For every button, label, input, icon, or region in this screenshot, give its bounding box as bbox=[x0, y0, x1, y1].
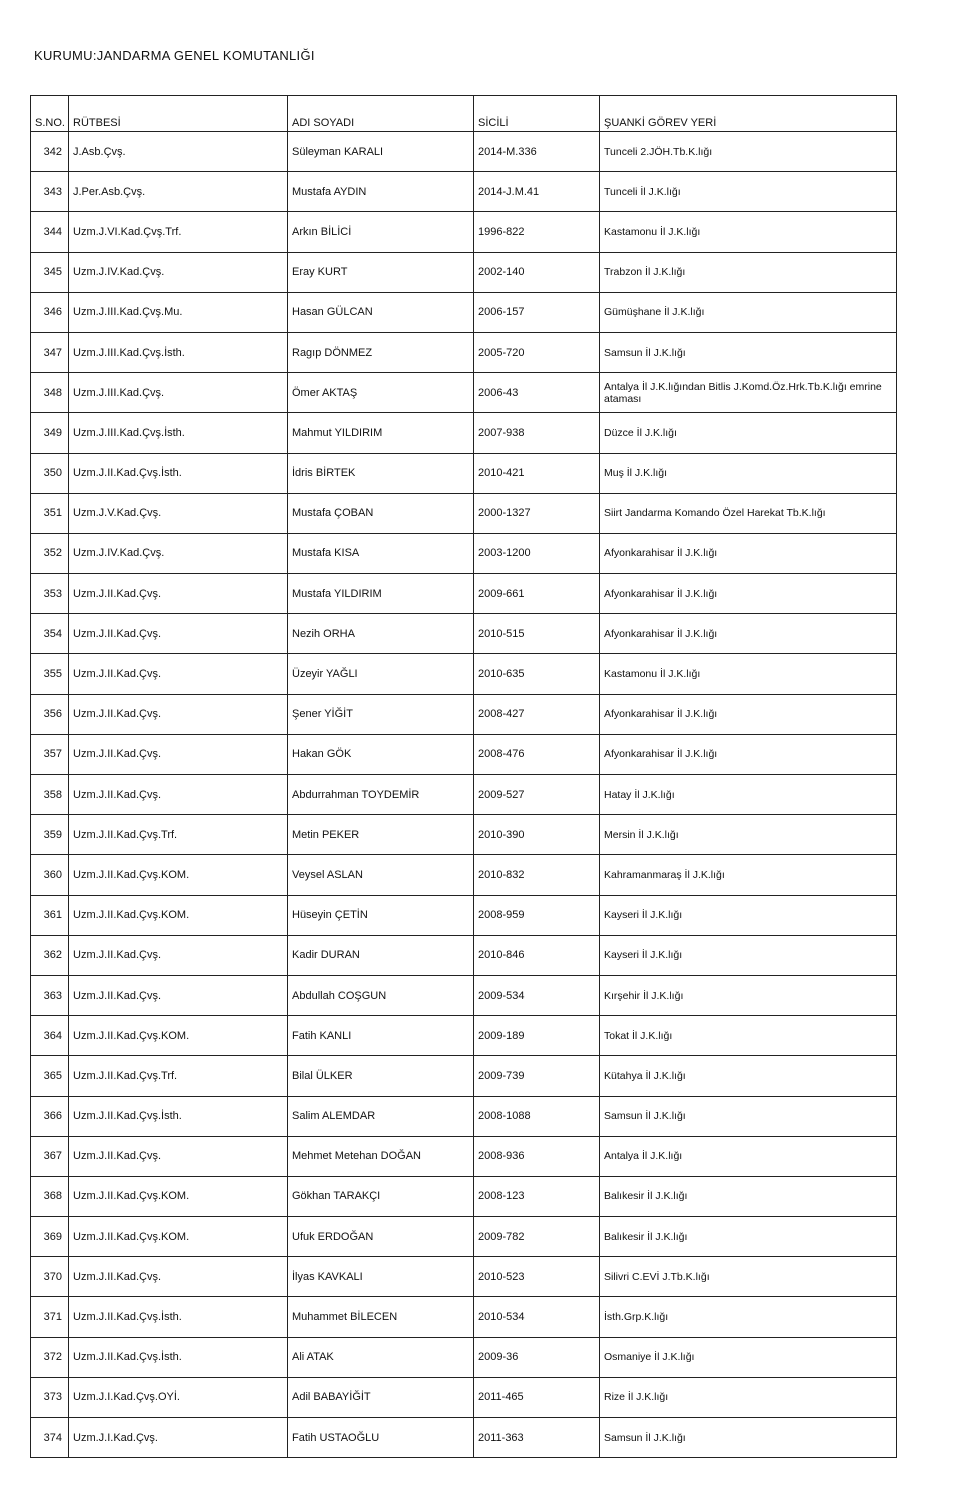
cell-sicil: 2010-635 bbox=[474, 654, 600, 694]
cell-sicil: 2009-527 bbox=[474, 775, 600, 815]
cell-adi-soyadi: Mustafa ÇOBAN bbox=[288, 493, 474, 533]
cell-sicil: 2010-846 bbox=[474, 935, 600, 975]
cell-adi-soyadi: Abdurrahman TOYDEMİR bbox=[288, 775, 474, 815]
cell-sicil: 2014-M.336 bbox=[474, 132, 600, 172]
document-title: KURUMU:JANDARMA GENEL KOMUTANLIĞI bbox=[34, 48, 315, 63]
cell-sno: 346 bbox=[31, 292, 69, 332]
table-row bbox=[31, 1297, 897, 1337]
table-row bbox=[31, 895, 897, 935]
table-body bbox=[31, 132, 897, 1458]
cell-rutbe: Uzm.J.II.Kad.Çvş. bbox=[69, 1257, 288, 1297]
table-row bbox=[31, 332, 897, 372]
cell-sno: 357 bbox=[31, 734, 69, 774]
cell-sicil: 2010-534 bbox=[474, 1297, 600, 1337]
cell-gorev-yeri: Afyonkarahisar İl J.K.lığı bbox=[600, 614, 897, 654]
cell-gorev-yeri: Mersin İl J.K.lığı bbox=[600, 815, 897, 855]
cell-sno: 351 bbox=[31, 493, 69, 533]
cell-adi-soyadi: Ufuk ERDOĞAN bbox=[288, 1217, 474, 1257]
cell-gorev-yeri: Balıkesir İl J.K.lığı bbox=[600, 1217, 897, 1257]
cell-rutbe: Uzm.J.II.Kad.Çvş.Trf. bbox=[69, 815, 288, 855]
cell-gorev-yeri: Tunceli İl J.K.lığı bbox=[600, 172, 897, 212]
cell-adi-soyadi: Metin PEKER bbox=[288, 815, 474, 855]
cell-adi-soyadi: Eray KURT bbox=[288, 252, 474, 292]
cell-gorev-yeri: Balıkesir İl J.K.lığı bbox=[600, 1176, 897, 1216]
table-row bbox=[31, 1377, 897, 1417]
cell-gorev-yeri: Hatay İl J.K.lığı bbox=[600, 775, 897, 815]
cell-rutbe: Uzm.J.II.Kad.Çvş. bbox=[69, 975, 288, 1015]
cell-adi-soyadi: Fatih USTAOĞLU bbox=[288, 1418, 474, 1458]
cell-rutbe: Uzm.J.II.Kad.Çvş. bbox=[69, 654, 288, 694]
cell-sno: 359 bbox=[31, 815, 69, 855]
cell-gorev-yeri: Kayseri İl J.K.lığı bbox=[600, 935, 897, 975]
cell-rutbe: Uzm.J.II.Kad.Çvş.KOM. bbox=[69, 1176, 288, 1216]
table-row bbox=[31, 1418, 897, 1458]
cell-rutbe: Uzm.J.I.Kad.Çvş. bbox=[69, 1418, 288, 1458]
cell-adi-soyadi: Mustafa KISA bbox=[288, 533, 474, 573]
table-row bbox=[31, 855, 897, 895]
table-row bbox=[31, 815, 897, 855]
table-row bbox=[31, 533, 897, 573]
cell-sno: 371 bbox=[31, 1297, 69, 1337]
cell-sicil: 2003-1200 bbox=[474, 533, 600, 573]
cell-gorev-yeri: Kırşehir İl J.K.lığı bbox=[600, 975, 897, 1015]
cell-adi-soyadi: Salim ALEMDAR bbox=[288, 1096, 474, 1136]
cell-sicil: 2014-J.M.41 bbox=[474, 172, 600, 212]
table-row bbox=[31, 694, 897, 734]
cell-sno: 364 bbox=[31, 1016, 69, 1056]
table-row bbox=[31, 975, 897, 1015]
cell-sno: 350 bbox=[31, 453, 69, 493]
cell-adi-soyadi: Abdullah COŞGUN bbox=[288, 975, 474, 1015]
cell-sno: 370 bbox=[31, 1257, 69, 1297]
cell-sicil: 2000-1327 bbox=[474, 493, 600, 533]
table-row bbox=[31, 252, 897, 292]
cell-rutbe: Uzm.J.III.Kad.Çvş.Mu. bbox=[69, 292, 288, 332]
cell-gorev-yeri: Kayseri İl J.K.lığı bbox=[600, 895, 897, 935]
cell-sicil: 2006-43 bbox=[474, 373, 600, 413]
cell-adi-soyadi: Bilal ÜLKER bbox=[288, 1056, 474, 1096]
cell-sno: 344 bbox=[31, 212, 69, 252]
table-row bbox=[31, 172, 897, 212]
personnel-table bbox=[30, 95, 897, 1458]
cell-sno: 354 bbox=[31, 614, 69, 654]
cell-sicil: 2010-390 bbox=[474, 815, 600, 855]
cell-sno: 368 bbox=[31, 1176, 69, 1216]
cell-sicil: 2009-534 bbox=[474, 975, 600, 1015]
cell-sicil: 2002-140 bbox=[474, 252, 600, 292]
cell-adi-soyadi: İdris BİRTEK bbox=[288, 453, 474, 493]
cell-sno: 345 bbox=[31, 252, 69, 292]
cell-sno: 349 bbox=[31, 413, 69, 453]
table-row bbox=[31, 1096, 897, 1136]
cell-rutbe: Uzm.J.I.Kad.Çvş.OYİ. bbox=[69, 1377, 288, 1417]
cell-adi-soyadi: Ali ATAK bbox=[288, 1337, 474, 1377]
cell-gorev-yeri: Siirt Jandarma Komando Özel Harekat Tb.K.lığı bbox=[600, 493, 897, 533]
cell-gorev-yeri: Antalya İl J.K.lığından Bitlis J.Komd.Öz.Hrk.Tb.K.lığı emrine ataması bbox=[600, 373, 897, 413]
cell-sicil: 2009-782 bbox=[474, 1217, 600, 1257]
table-row bbox=[31, 654, 897, 694]
cell-gorev-yeri: İsth.Grp.K.lığı bbox=[600, 1297, 897, 1337]
cell-rutbe: Uzm.J.II.Kad.Çvş. bbox=[69, 694, 288, 734]
cell-sicil: 2009-36 bbox=[474, 1337, 600, 1377]
cell-sno: 365 bbox=[31, 1056, 69, 1096]
cell-sicil: 2006-157 bbox=[474, 292, 600, 332]
cell-rutbe: Uzm.J.II.Kad.Çvş.İsth. bbox=[69, 1337, 288, 1377]
cell-gorev-yeri: Antalya İl J.K.lığı bbox=[600, 1136, 897, 1176]
cell-rutbe: Uzm.J.II.Kad.Çvş.KOM. bbox=[69, 1217, 288, 1257]
header-rutbe: RÜTBESİ bbox=[69, 96, 288, 132]
table-row bbox=[31, 775, 897, 815]
table-row bbox=[31, 132, 897, 172]
cell-rutbe: J.Asb.Çvş. bbox=[69, 132, 288, 172]
cell-rutbe: Uzm.J.II.Kad.Çvş.KOM. bbox=[69, 1016, 288, 1056]
cell-adi-soyadi: Süleyman KARALI bbox=[288, 132, 474, 172]
cell-sicil: 2010-523 bbox=[474, 1257, 600, 1297]
cell-sicil: 2009-739 bbox=[474, 1056, 600, 1096]
table-header-row bbox=[31, 96, 897, 132]
cell-sicil: 2008-959 bbox=[474, 895, 600, 935]
cell-gorev-yeri: Kütahya İl J.K.lığı bbox=[600, 1056, 897, 1096]
cell-rutbe: Uzm.J.II.Kad.Çvş.İsth. bbox=[69, 1096, 288, 1136]
cell-sno: 342 bbox=[31, 132, 69, 172]
header-gorev-yeri: ŞUANKİ GÖREV YERİ bbox=[600, 96, 897, 132]
cell-gorev-yeri: Kastamonu İl J.K.lığı bbox=[600, 654, 897, 694]
cell-gorev-yeri: Samsun İl J.K.lığı bbox=[600, 1096, 897, 1136]
cell-rutbe: Uzm.J.II.Kad.Çvş.KOM. bbox=[69, 855, 288, 895]
table-row bbox=[31, 1257, 897, 1297]
cell-gorev-yeri: Tokat İl J.K.lığı bbox=[600, 1016, 897, 1056]
table-row bbox=[31, 493, 897, 533]
cell-sno: 358 bbox=[31, 775, 69, 815]
cell-adi-soyadi: Nezih ORHA bbox=[288, 614, 474, 654]
table-row bbox=[31, 1217, 897, 1257]
cell-sno: 361 bbox=[31, 895, 69, 935]
cell-rutbe: Uzm.J.II.Kad.Çvş. bbox=[69, 734, 288, 774]
table-row bbox=[31, 1337, 897, 1377]
cell-sicil: 2011-465 bbox=[474, 1377, 600, 1417]
cell-sno: 353 bbox=[31, 574, 69, 614]
table-row bbox=[31, 453, 897, 493]
cell-rutbe: Uzm.J.III.Kad.Çvş. bbox=[69, 373, 288, 413]
cell-rutbe: Uzm.J.II.Kad.Çvş.İsth. bbox=[69, 453, 288, 493]
cell-gorev-yeri: Muş İl J.K.lığı bbox=[600, 453, 897, 493]
cell-rutbe: Uzm.J.II.Kad.Çvş. bbox=[69, 775, 288, 815]
cell-sicil: 2008-476 bbox=[474, 734, 600, 774]
cell-rutbe: Uzm.J.IV.Kad.Çvş. bbox=[69, 533, 288, 573]
cell-rutbe: J.Per.Asb.Çvş. bbox=[69, 172, 288, 212]
cell-gorev-yeri: Silivri C.EVİ J.Tb.K.lığı bbox=[600, 1257, 897, 1297]
cell-gorev-yeri: Osmaniye İl J.K.lığı bbox=[600, 1337, 897, 1377]
cell-adi-soyadi: Veysel ASLAN bbox=[288, 855, 474, 895]
cell-sno: 355 bbox=[31, 654, 69, 694]
cell-gorev-yeri: Samsun İl J.K.lığı bbox=[600, 332, 897, 372]
cell-gorev-yeri: Afyonkarahisar İl J.K.lığı bbox=[600, 574, 897, 614]
cell-sno: 369 bbox=[31, 1217, 69, 1257]
cell-gorev-yeri: Gümüşhane İl J.K.lığı bbox=[600, 292, 897, 332]
header-sicil: SİCİLİ bbox=[474, 96, 600, 132]
cell-adi-soyadi: Muhammet BİLECEN bbox=[288, 1297, 474, 1337]
cell-sno: 372 bbox=[31, 1337, 69, 1377]
table-row bbox=[31, 373, 897, 413]
cell-sno: 373 bbox=[31, 1377, 69, 1417]
cell-rutbe: Uzm.J.VI.Kad.Çvş.Trf. bbox=[69, 212, 288, 252]
cell-sno: 352 bbox=[31, 533, 69, 573]
cell-gorev-yeri: Afyonkarahisar İl J.K.lığı bbox=[600, 533, 897, 573]
cell-sicil: 2005-720 bbox=[474, 332, 600, 372]
cell-adi-soyadi: Gökhan TARAKÇI bbox=[288, 1176, 474, 1216]
table-row bbox=[31, 1136, 897, 1176]
cell-rutbe: Uzm.J.II.Kad.Çvş. bbox=[69, 574, 288, 614]
cell-rutbe: Uzm.J.III.Kad.Çvş.İsth. bbox=[69, 332, 288, 372]
cell-rutbe: Uzm.J.II.Kad.Çvş. bbox=[69, 1136, 288, 1176]
cell-adi-soyadi: Şener YİĞİT bbox=[288, 694, 474, 734]
cell-rutbe: Uzm.J.IV.Kad.Çvş. bbox=[69, 252, 288, 292]
cell-sicil: 2008-427 bbox=[474, 694, 600, 734]
cell-adi-soyadi: Hasan GÜLCAN bbox=[288, 292, 474, 332]
cell-sicil: 1996-822 bbox=[474, 212, 600, 252]
cell-sno: 347 bbox=[31, 332, 69, 372]
table-row bbox=[31, 1016, 897, 1056]
cell-rutbe: Uzm.J.II.Kad.Çvş. bbox=[69, 614, 288, 654]
cell-sicil: 2009-661 bbox=[474, 574, 600, 614]
cell-gorev-yeri: Samsun İl J.K.lığı bbox=[600, 1418, 897, 1458]
cell-sno: 343 bbox=[31, 172, 69, 212]
cell-sicil: 2008-936 bbox=[474, 1136, 600, 1176]
cell-sno: 362 bbox=[31, 935, 69, 975]
cell-sicil: 2011-363 bbox=[474, 1418, 600, 1458]
cell-adi-soyadi: Adil BABAYİĞİT bbox=[288, 1377, 474, 1417]
cell-adi-soyadi: Fatih KANLI bbox=[288, 1016, 474, 1056]
cell-gorev-yeri: Afyonkarahisar İl J.K.lığı bbox=[600, 734, 897, 774]
cell-sicil: 2010-832 bbox=[474, 855, 600, 895]
cell-sicil: 2010-515 bbox=[474, 614, 600, 654]
cell-sno: 374 bbox=[31, 1418, 69, 1458]
cell-gorev-yeri: Afyonkarahisar İl J.K.lığı bbox=[600, 694, 897, 734]
table-row bbox=[31, 1056, 897, 1096]
table-row bbox=[31, 413, 897, 453]
cell-adi-soyadi: İlyas KAVKALI bbox=[288, 1257, 474, 1297]
cell-rutbe: Uzm.J.II.Kad.Çvş.İsth. bbox=[69, 1297, 288, 1337]
cell-rutbe: Uzm.J.II.Kad.Çvş.Trf. bbox=[69, 1056, 288, 1096]
cell-adi-soyadi: Arkın BİLİCİ bbox=[288, 212, 474, 252]
cell-sicil: 2008-123 bbox=[474, 1176, 600, 1216]
cell-sno: 367 bbox=[31, 1136, 69, 1176]
table-row bbox=[31, 212, 897, 252]
cell-gorev-yeri: Trabzon İl J.K.lığı bbox=[600, 252, 897, 292]
cell-rutbe: Uzm.J.II.Kad.Çvş. bbox=[69, 935, 288, 975]
cell-adi-soyadi: Ragıp DÖNMEZ bbox=[288, 332, 474, 372]
cell-sicil: 2007-938 bbox=[474, 413, 600, 453]
table-row bbox=[31, 292, 897, 332]
table-row bbox=[31, 614, 897, 654]
cell-adi-soyadi: Üzeyir YAĞLI bbox=[288, 654, 474, 694]
cell-sno: 356 bbox=[31, 694, 69, 734]
cell-sicil: 2010-421 bbox=[474, 453, 600, 493]
header-sno: S.NO. bbox=[31, 96, 69, 132]
cell-adi-soyadi: Hakan GÖK bbox=[288, 734, 474, 774]
cell-sno: 366 bbox=[31, 1096, 69, 1136]
cell-adi-soyadi: Mustafa YILDIRIM bbox=[288, 574, 474, 614]
cell-rutbe: Uzm.J.V.Kad.Çvş. bbox=[69, 493, 288, 533]
cell-gorev-yeri: Düzce İl J.K.lığı bbox=[600, 413, 897, 453]
cell-gorev-yeri: Tunceli 2.JÖH.Tb.K.lığı bbox=[600, 132, 897, 172]
cell-gorev-yeri: Rize İl J.K.lığı bbox=[600, 1377, 897, 1417]
cell-sno: 360 bbox=[31, 855, 69, 895]
cell-adi-soyadi: Kadir DURAN bbox=[288, 935, 474, 975]
cell-adi-soyadi: Mustafa AYDIN bbox=[288, 172, 474, 212]
cell-rutbe: Uzm.J.III.Kad.Çvş.İsth. bbox=[69, 413, 288, 453]
cell-sicil: 2009-189 bbox=[474, 1016, 600, 1056]
cell-sicil: 2008-1088 bbox=[474, 1096, 600, 1136]
table-row bbox=[31, 574, 897, 614]
table-row bbox=[31, 734, 897, 774]
cell-gorev-yeri: Kahramanmaraş İl J.K.lığı bbox=[600, 855, 897, 895]
table-row bbox=[31, 1176, 897, 1216]
cell-sno: 348 bbox=[31, 373, 69, 413]
cell-adi-soyadi: Mahmut YILDIRIM bbox=[288, 413, 474, 453]
cell-adi-soyadi: Ömer AKTAŞ bbox=[288, 373, 474, 413]
cell-gorev-yeri: Kastamonu İl J.K.lığı bbox=[600, 212, 897, 252]
table-row bbox=[31, 935, 897, 975]
header-adi-soyadi: ADI SOYADI bbox=[288, 96, 474, 132]
cell-adi-soyadi: Mehmet Metehan DOĞAN bbox=[288, 1136, 474, 1176]
cell-adi-soyadi: Hüseyin ÇETİN bbox=[288, 895, 474, 935]
cell-sno: 363 bbox=[31, 975, 69, 1015]
cell-rutbe: Uzm.J.II.Kad.Çvş.KOM. bbox=[69, 895, 288, 935]
